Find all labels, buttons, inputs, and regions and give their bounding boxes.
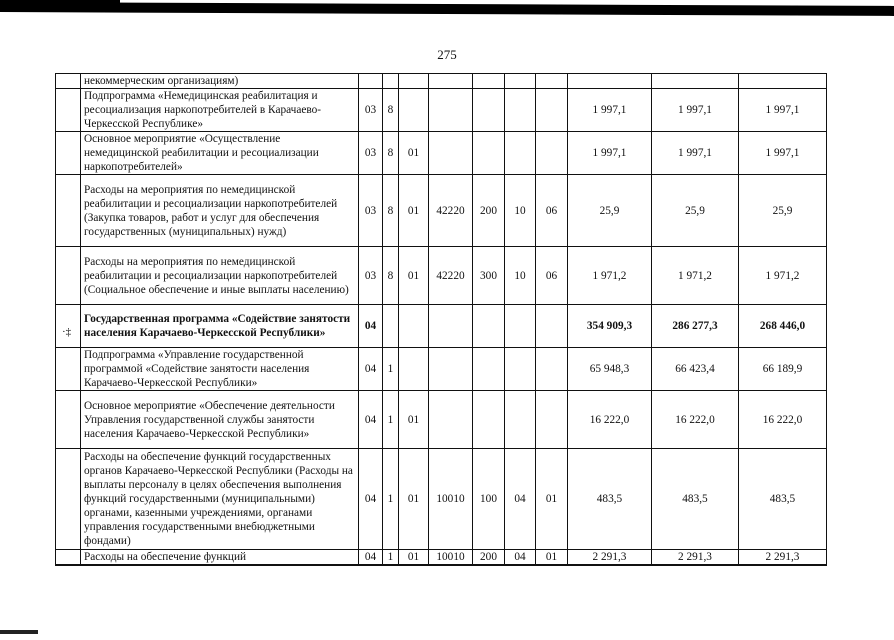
scan-edge (0, 0, 894, 18)
code-cell-6 (505, 132, 536, 175)
amount-cell-1: 16 222,0 (568, 391, 652, 449)
table-row (56, 89, 827, 132)
code-cell-1: 03 (359, 132, 383, 175)
table-row (56, 175, 827, 247)
code-cell-1: 04 (359, 348, 383, 391)
amount-cell-1: 354 909,3 (568, 305, 652, 348)
code-cell-7: 06 (536, 175, 568, 247)
table-row (56, 449, 827, 550)
code-cell-2: 8 (383, 132, 399, 175)
row-name-cell: Подпрограмма «Управление государственной программой «Содействие занятости населения Карачаево-Черкесской Республики» (81, 348, 359, 391)
code-cell-2: 1 (383, 449, 399, 550)
margin-mark: ·‡ (62, 326, 72, 338)
amount-cell-2: 16 222,0 (652, 391, 739, 449)
code-cell-5 (473, 348, 505, 391)
row-index-cell (56, 305, 81, 348)
code-cell-1: 03 (359, 89, 383, 132)
code-cell-5: 200 (473, 175, 505, 247)
code-cell-6: 10 (505, 175, 536, 247)
code-cell-1: 04 (359, 391, 383, 449)
code-cell-2: 1 (383, 391, 399, 449)
row-name-cell: Основное мероприятие «Осуществление немедицинской реабилитации и ресоциализации наркопотребителей» (81, 132, 359, 175)
code-cell-5 (473, 74, 505, 89)
code-cell-1: 03 (359, 247, 383, 305)
code-cell-4: 42220 (429, 175, 473, 247)
code-cell-3 (399, 305, 429, 348)
amount-cell-3: 25,9 (739, 175, 827, 247)
amount-cell-1: 65 948,3 (568, 348, 652, 391)
table-row (56, 132, 827, 175)
row-name-cell: некоммерческим организациям) (81, 74, 359, 89)
code-cell-7 (536, 132, 568, 175)
code-cell-6: 04 (505, 550, 536, 566)
code-cell-4: 42220 (429, 247, 473, 305)
row-name-cell: Подпрограмма «Немедицинская реабилитация и ресоциализация наркопотребителей в Карачаево-Черкесской Республике» (81, 89, 359, 132)
code-cell-4 (429, 89, 473, 132)
amount-cell-2: 1 971,2 (652, 247, 739, 305)
code-cell-6 (505, 348, 536, 391)
code-cell-4 (429, 348, 473, 391)
code-cell-6: 04 (505, 449, 536, 550)
amount-cell-3: 268 446,0 (739, 305, 827, 348)
amount-cell-1: 1 997,1 (568, 132, 652, 175)
code-cell-6 (505, 74, 536, 89)
code-cell-5 (473, 132, 505, 175)
code-cell-7: 01 (536, 449, 568, 550)
code-cell-2 (383, 305, 399, 348)
amount-cell-1 (568, 74, 652, 89)
amount-cell-1: 1 971,2 (568, 247, 652, 305)
code-cell-3: 01 (399, 247, 429, 305)
scan-edge-bottom (0, 630, 38, 634)
code-cell-6: 10 (505, 247, 536, 305)
code-cell-3: 01 (399, 391, 429, 449)
amount-cell-2: 25,9 (652, 175, 739, 247)
code-cell-7 (536, 391, 568, 449)
amount-cell-2 (652, 74, 739, 89)
code-cell-7 (536, 305, 568, 348)
code-cell-3: 01 (399, 550, 429, 566)
code-cell-3: 01 (399, 175, 429, 247)
amount-cell-3: 483,5 (739, 449, 827, 550)
row-name-cell: Расходы на обеспечение функций государственных органов Карачаево-Черкесской Республики (Расходы на выплаты персоналу в целях обеспечения выполнения функций государственными (муниципальными) органами, казенными учреждениями, органами управления государственными внебюджетными фондами) (81, 449, 359, 550)
code-cell-1: 04 (359, 550, 383, 566)
row-name-cell: Государственная программа «Содействие занятости населения Карачаево-Черкесской Республики» (81, 305, 359, 348)
code-cell-3 (399, 89, 429, 132)
amount-cell-2: 483,5 (652, 449, 739, 550)
row-index-cell (56, 89, 81, 132)
code-cell-1: 04 (359, 305, 383, 348)
table-row (56, 550, 827, 566)
amount-cell-3: 1 971,2 (739, 247, 827, 305)
code-cell-4 (429, 391, 473, 449)
amount-cell-2: 2 291,3 (652, 550, 739, 566)
row-index-cell (56, 132, 81, 175)
code-cell-2: 1 (383, 550, 399, 566)
row-name-cell: Основное мероприятие «Обеспечение деятельности Управления государственной службы занятости населения Карачаево-Черкесской Республики» (81, 391, 359, 449)
amount-cell-1: 1 997,1 (568, 89, 652, 132)
row-index-cell (56, 348, 81, 391)
amount-cell-1: 2 291,3 (568, 550, 652, 566)
code-cell-7 (536, 89, 568, 132)
code-cell-4 (429, 132, 473, 175)
amount-cell-3: 66 189,9 (739, 348, 827, 391)
code-cell-5: 100 (473, 449, 505, 550)
row-index-cell (56, 175, 81, 247)
code-cell-6 (505, 391, 536, 449)
amount-cell-3: 1 997,1 (739, 132, 827, 175)
table-row (56, 348, 827, 391)
code-cell-7 (536, 348, 568, 391)
page-number: 275 (437, 47, 457, 62)
amount-cell-2: 66 423,4 (652, 348, 739, 391)
table-row (56, 74, 827, 89)
row-name-cell: Расходы на обеспечение функций (81, 550, 359, 566)
code-cell-1: 04 (359, 449, 383, 550)
amount-cell-1: 25,9 (568, 175, 652, 247)
code-cell-3: 01 (399, 132, 429, 175)
amount-cell-3: 1 997,1 (739, 89, 827, 132)
table-row (56, 305, 827, 348)
amount-cell-3: 2 291,3 (739, 550, 827, 566)
code-cell-6 (505, 305, 536, 348)
code-cell-2 (383, 74, 399, 89)
amount-cell-2: 286 277,3 (652, 305, 739, 348)
code-cell-7: 06 (536, 247, 568, 305)
code-cell-4: 10010 (429, 449, 473, 550)
amount-cell-2: 1 997,1 (652, 132, 739, 175)
code-cell-1 (359, 74, 383, 89)
code-cell-3: 01 (399, 449, 429, 550)
code-cell-2: 1 (383, 348, 399, 391)
code-cell-3 (399, 348, 429, 391)
code-cell-1: 03 (359, 175, 383, 247)
row-index-cell (56, 391, 81, 449)
code-cell-2: 8 (383, 175, 399, 247)
table-row (56, 247, 827, 305)
code-cell-5 (473, 305, 505, 348)
code-cell-5: 200 (473, 550, 505, 566)
code-cell-5 (473, 391, 505, 449)
code-cell-4 (429, 74, 473, 89)
row-index-cell (56, 247, 81, 305)
amount-cell-3: 16 222,0 (739, 391, 827, 449)
amount-cell-2: 1 997,1 (652, 89, 739, 132)
code-cell-4: 10010 (429, 550, 473, 566)
row-name-cell: Расходы на мероприятия по немедицинской реабилитации и ресоциализации наркопотребителей (Закупка товаров, работ и услуг для обеспечения государственных (муниципальных) нужд) (81, 175, 359, 247)
code-cell-3 (399, 74, 429, 89)
code-cell-2: 8 (383, 89, 399, 132)
code-cell-6 (505, 89, 536, 132)
code-cell-2: 8 (383, 247, 399, 305)
code-cell-7: 01 (536, 550, 568, 566)
amount-cell-1: 483,5 (568, 449, 652, 550)
row-index-cell (56, 449, 81, 550)
row-index-cell (56, 74, 81, 89)
code-cell-5: 300 (473, 247, 505, 305)
table-row (56, 391, 827, 449)
code-cell-4 (429, 305, 473, 348)
row-name-cell: Расходы на мероприятия по немедицинской реабилитации и ресоциализации наркопотребителей (Социальное обеспечение и иные выплаты населению) (81, 247, 359, 305)
budget-table (55, 73, 827, 566)
code-cell-7 (536, 74, 568, 89)
amount-cell-3 (739, 74, 827, 89)
row-index-cell (56, 550, 81, 566)
code-cell-5 (473, 89, 505, 132)
